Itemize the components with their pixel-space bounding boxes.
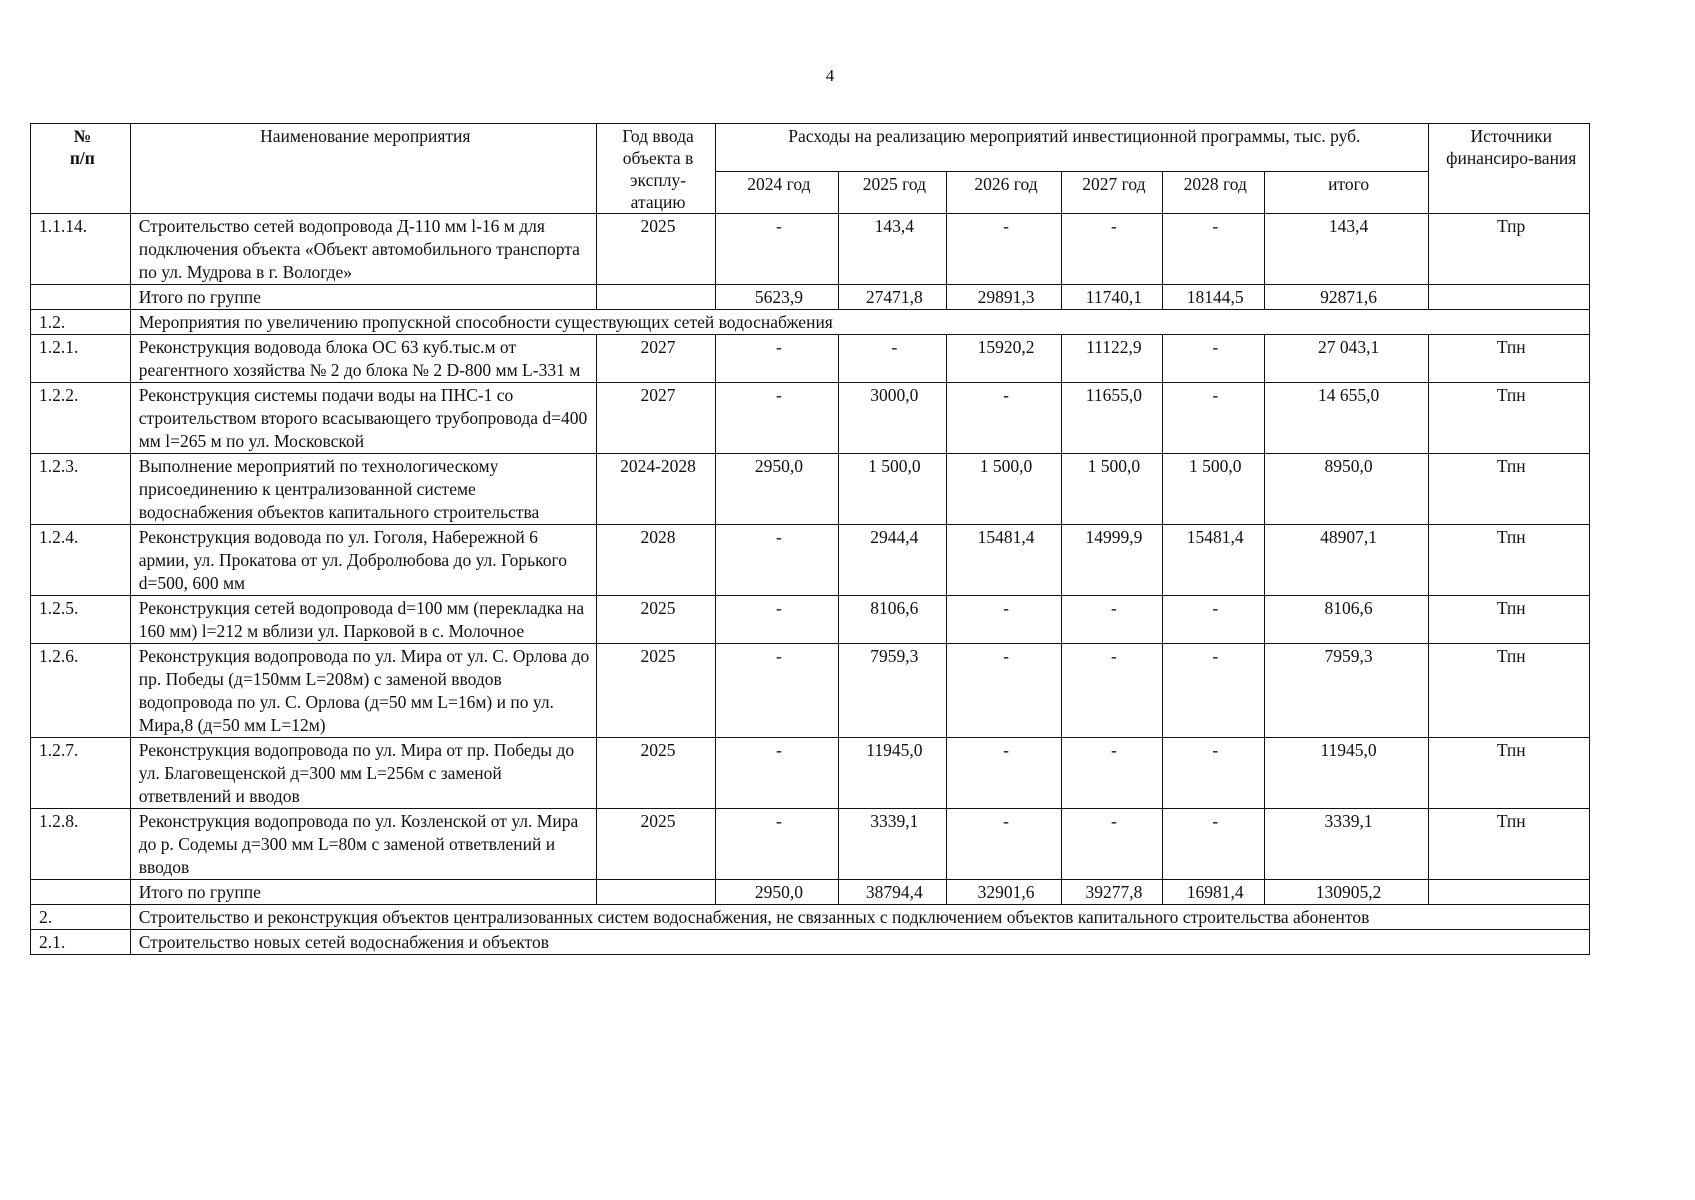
header-costs: Расходы на реализацию мероприятий инвестиционной программы, тыс. руб. xyxy=(716,124,1429,172)
row-number: 1.2.4. xyxy=(31,525,131,596)
row-value: - xyxy=(716,596,839,644)
row-value: 14999,9 xyxy=(1061,525,1162,596)
row-source: Тпн xyxy=(1429,596,1590,644)
row-value: 3339,1 xyxy=(1264,809,1429,880)
row-year: 2024-2028 xyxy=(596,454,715,525)
row-value: 48907,1 xyxy=(1264,525,1429,596)
row-source: Тпн xyxy=(1429,454,1590,525)
row-value: - xyxy=(716,809,839,880)
row-value: - xyxy=(947,596,1062,644)
section-number: 2.1. xyxy=(31,930,131,955)
row-number: 1.2.7. xyxy=(31,738,131,809)
row-value: 7959,3 xyxy=(838,644,946,738)
section-number: 2. xyxy=(31,905,131,930)
row-value: - xyxy=(1162,383,1264,454)
empty-cell xyxy=(596,880,715,905)
row-value: 15481,4 xyxy=(947,525,1062,596)
row-number: 1.2.8. xyxy=(31,809,131,880)
row-value: 1 500,0 xyxy=(1162,454,1264,525)
table-body xyxy=(31,214,1590,955)
row-year: 2027 xyxy=(596,335,715,383)
header-total: итого xyxy=(1264,172,1429,214)
group-total-row xyxy=(31,285,1590,310)
row-name: Реконструкция водовода блока ОС 63 куб.тыс.м от реагентного хозяйства № 2 до блока № 2 D-800 мм L-331 м xyxy=(130,335,596,383)
section-row xyxy=(31,905,1590,930)
row-value: - xyxy=(947,214,1062,285)
row-value: - xyxy=(947,809,1062,880)
group-total-value: 27471,8 xyxy=(838,285,946,310)
row-year: 2025 xyxy=(596,809,715,880)
row-value: 7959,3 xyxy=(1264,644,1429,738)
table-header xyxy=(31,124,1590,214)
empty-cell xyxy=(31,285,131,310)
row-value: 1 500,0 xyxy=(838,454,946,525)
empty-cell xyxy=(596,285,715,310)
header-year: Год ввода объекта в эксплу-атацию xyxy=(596,124,715,214)
row-value: - xyxy=(947,644,1062,738)
row-value: - xyxy=(1162,738,1264,809)
row-value: - xyxy=(716,335,839,383)
row-value: - xyxy=(1061,809,1162,880)
row-value: - xyxy=(1061,644,1162,738)
row-value: 15481,4 xyxy=(1162,525,1264,596)
row-value: - xyxy=(1162,644,1264,738)
header-year-2025: 2025 год xyxy=(838,172,946,214)
row-value: - xyxy=(716,644,839,738)
row-name: Реконструкция системы подачи воды на ПНС-1 со строительством второго всасывающего трубопровода d=400 мм l=265 м по ул. Московской xyxy=(130,383,596,454)
row-value: 15920,2 xyxy=(947,335,1062,383)
group-total-value: 130905,2 xyxy=(1264,880,1429,905)
header-year-2027: 2027 год xyxy=(1061,172,1162,214)
row-value: 3339,1 xyxy=(838,809,946,880)
page-number: 4 xyxy=(825,66,835,85)
investment-program-table xyxy=(30,123,1590,955)
row-year: 2025 xyxy=(596,738,715,809)
table-row xyxy=(31,596,1590,644)
row-number: 1.2.1. xyxy=(31,335,131,383)
row-year: 2028 xyxy=(596,525,715,596)
row-name: Реконструкция сетей водопровода d=100 мм (перекладка на 160 мм) l=212 м вблизи ул. Парковой в с. Молочное xyxy=(130,596,596,644)
row-value: 11945,0 xyxy=(1264,738,1429,809)
row-value: - xyxy=(716,738,839,809)
row-value: 2950,0 xyxy=(716,454,839,525)
row-source: Тпн xyxy=(1429,644,1590,738)
header-name: Наименование мероприятия xyxy=(130,124,596,214)
row-name: Строительство сетей водопровода Д-110 мм l-16 м для подключения объекта «Объект автомобильного транспорта по ул. Мудрова в г. Вологде» xyxy=(130,214,596,285)
group-total-label: Итого по группе xyxy=(130,880,596,905)
row-name: Реконструкция водопровода по ул. Мира от пр. Победы до ул. Благовещенской д=300 мм L=256м с заменой ответвлений и вводов xyxy=(130,738,596,809)
section-row xyxy=(31,930,1590,955)
row-number: 1.2.5. xyxy=(31,596,131,644)
row-value: 1 500,0 xyxy=(1061,454,1162,525)
row-value: - xyxy=(1162,335,1264,383)
row-value: - xyxy=(1061,596,1162,644)
section-title: Строительство новых сетей водоснабжения и объектов xyxy=(130,930,1589,955)
header-year-2024: 2024 год xyxy=(716,172,839,214)
row-value: 8106,6 xyxy=(838,596,946,644)
table-row xyxy=(31,454,1590,525)
group-total-value: 18144,5 xyxy=(1162,285,1264,310)
row-source: Тпн xyxy=(1429,383,1590,454)
section-title: Мероприятия по увеличению пропускной способности существующих сетей водоснабжения xyxy=(130,310,1589,335)
row-value: 3000,0 xyxy=(838,383,946,454)
row-source: Тпн xyxy=(1429,738,1590,809)
section-number: 1.2. xyxy=(31,310,131,335)
row-value: - xyxy=(1162,596,1264,644)
group-total-value: 32901,6 xyxy=(947,880,1062,905)
row-value: - xyxy=(838,335,946,383)
section-row xyxy=(31,310,1590,335)
group-total-value: 38794,4 xyxy=(838,880,946,905)
table-row xyxy=(31,383,1590,454)
table-row xyxy=(31,335,1590,383)
row-source: Тпн xyxy=(1429,809,1590,880)
row-number: 1.1.14. xyxy=(31,214,131,285)
row-value: 1 500,0 xyxy=(947,454,1062,525)
table-row xyxy=(31,738,1590,809)
row-value: - xyxy=(1162,214,1264,285)
table-row xyxy=(31,809,1590,880)
group-total-label: Итого по группе xyxy=(130,285,596,310)
row-source: Тпн xyxy=(1429,525,1590,596)
row-value: 8106,6 xyxy=(1264,596,1429,644)
row-value: 14 655,0 xyxy=(1264,383,1429,454)
row-year: 2025 xyxy=(596,214,715,285)
row-name: Реконструкция водопровода по ул. Козленской от ул. Мира до р. Содемы д=300 мм L=80м с заменой ответвлений и вводов xyxy=(130,809,596,880)
row-value: 27 043,1 xyxy=(1264,335,1429,383)
header-source: Источники финансиро-вания xyxy=(1429,124,1590,214)
empty-cell xyxy=(1429,880,1590,905)
row-name: Реконструкция водопровода по ул. Мира от ул. С. Орлова до пр. Победы (д=150мм L=208м) с заменой вводов водопровода по ул. С. Орлова (д=50 мм L=16м) и по ул. Мира,8 (д=50 мм L=12м) xyxy=(130,644,596,738)
row-year: 2027 xyxy=(596,383,715,454)
header-year-2026: 2026 год xyxy=(947,172,1062,214)
header-year-2028: 2028 год xyxy=(1162,172,1264,214)
group-total-value: 2950,0 xyxy=(716,880,839,905)
table-row xyxy=(31,525,1590,596)
row-source: Тпр xyxy=(1429,214,1590,285)
row-value: 2944,4 xyxy=(838,525,946,596)
row-value: - xyxy=(1061,738,1162,809)
table-row xyxy=(31,644,1590,738)
group-total-value: 29891,3 xyxy=(947,285,1062,310)
section-title: Строительство и реконструкция объектов централизованных систем водоснабжения, не связанных с подключением объектов капитального строительства абонентов xyxy=(130,905,1589,930)
group-total-value: 5623,9 xyxy=(716,285,839,310)
row-name: Выполнение мероприятий по технологическому присоединению к централизованной системе водоснабжения объектов капитального строительства xyxy=(130,454,596,525)
row-value: 11655,0 xyxy=(1061,383,1162,454)
row-value: - xyxy=(1061,214,1162,285)
row-value: 11122,9 xyxy=(1061,335,1162,383)
group-total-row xyxy=(31,880,1590,905)
group-total-value: 39277,8 xyxy=(1061,880,1162,905)
row-value: - xyxy=(1162,809,1264,880)
row-source: Тпн xyxy=(1429,335,1590,383)
row-number: 1.2.2. xyxy=(31,383,131,454)
group-total-value: 92871,6 xyxy=(1264,285,1429,310)
row-year: 2025 xyxy=(596,644,715,738)
row-name: Реконструкция водовода по ул. Гоголя, Набережной 6 армии, ул. Прокатова от ул. Добролюбова до ул. Горького d=500, 600 мм xyxy=(130,525,596,596)
row-value: - xyxy=(947,383,1062,454)
table-row xyxy=(31,214,1590,285)
row-value: - xyxy=(716,383,839,454)
row-value: - xyxy=(716,525,839,596)
row-value: 8950,0 xyxy=(1264,454,1429,525)
row-value: 143,4 xyxy=(1264,214,1429,285)
row-value: 11945,0 xyxy=(838,738,946,809)
row-number: 1.2.6. xyxy=(31,644,131,738)
empty-cell xyxy=(1429,285,1590,310)
row-year: 2025 xyxy=(596,596,715,644)
row-value: - xyxy=(716,214,839,285)
row-value: - xyxy=(947,738,1062,809)
header-num: № п/п xyxy=(31,124,131,214)
group-total-value: 11740,1 xyxy=(1061,285,1162,310)
row-value: 143,4 xyxy=(838,214,946,285)
group-total-value: 16981,4 xyxy=(1162,880,1264,905)
empty-cell xyxy=(31,880,131,905)
row-number: 1.2.3. xyxy=(31,454,131,525)
